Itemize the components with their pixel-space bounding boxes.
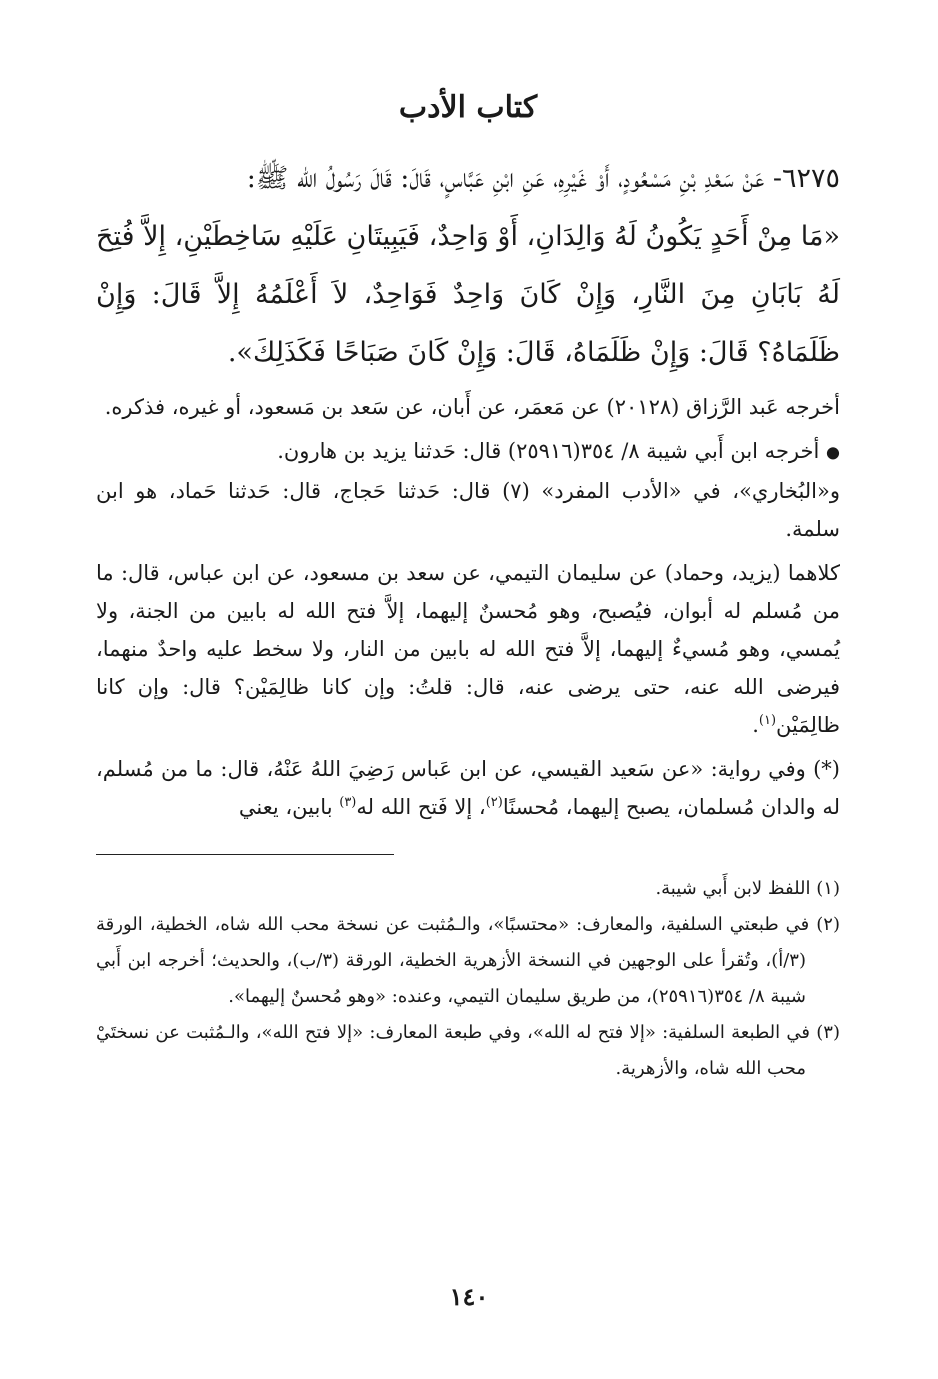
- takhrij-paragraph-4-text: كلاهما (يزيد، وحماد) عن سليمان التيمي، عن سعد بن مسعود، عن ابن عباس، قال: ما من مُسلم له أبوان، فيُصبح، وهو مُحسنٌ إليهما، إلاَّ فتح الله له بابين من الجنة، ولا يُمسي، وهو مُسيءٌ إليهما، إلاَّ فتح الله له بابين من النار، ولا سخط عليه واحدٌ منهما، فيرضى الله عنه، حتى يرضى عنه، قال: قلتُ: وإن كانا ظالِمَيْن؟ قال: وإن كانا ظالِمَيْن: [96, 560, 840, 737]
- bullet-icon: ●: [826, 442, 840, 462]
- riwaya-paragraph: [96, 750, 840, 826]
- page-content: [96, 88, 840, 1087]
- riwaya-text-a: (*) وفي رواية: «عن سَعيد القيسي، عن ابن عَباس رَضِيَ اللهُ عَنْهُ، قال: ما من مُسلم، له والدان مُسلمان، يصبح إليهما، مُحسنًا: [96, 756, 840, 819]
- takhrij-paragraph-2: [96, 432, 840, 472]
- footnote-ref-1: (١): [758, 712, 777, 728]
- takhrij-paragraph-2-text: أخرجه ابن أَبي شيبة ٨/ ٣٥٤(٢٥٩١٦) قال: حَدثنا يزيد بن هارون.: [277, 439, 820, 463]
- footnote-divider: [96, 854, 394, 855]
- page-number: ١٤٠: [449, 1282, 489, 1311]
- footnote-ref-2: (٢): [485, 794, 503, 810]
- footnote-ref-3: (٣): [339, 794, 357, 810]
- footnote-2: (٢) في طبعتي السلفية، والمعارف: «محتسبًا»، والـمُثبت عن نسخة محب الله شاه، الخطية، الورقة (٣/أ)، وتُقرأ على الوجهين في النسخة الأزهرية الخطية، الورقة (٣/ب)، والحديث؛ أخرجه ابن أَبي شيبة ٨/ ٣٥٤(٢٥٩١٦)، من طريق سليمان التيمي، وعنده: «وهو مُحسنٌ إليهما».: [96, 913, 840, 1007]
- paragraph-end: .: [752, 712, 759, 737]
- hadith-intro: ٦٢٧٥- عَنْ سَعْدِ بْنِ مَسْعُودٍ، أَوْ غَيْرِهِ، عَنِ ابْنِ عَبَّاسٍ، قَالَ: قَالَ رَسُولُ الله ﷺ:: [246, 163, 840, 194]
- footnote-1: (١) اللفظ لابن أَبي شيبة.: [655, 877, 840, 899]
- hadith-text: «مَا مِنْ أَحَدٍ يَكُونُ لَهُ وَالِدَانِ، أَوْ وَاحِدٌ، فَيَبِيتَانِ عَلَيْهِ سَاخِطَيْنِ، إِلاَّ فُتِحَ لَهُ بَابَانِ مِنَ النَّارِ، وَإِنْ كَانَ وَاحِدٌ فَوَاحِدٌ، لاَ أَعْلَمُهُ إِلاَّ قَالَ: وَإِنْ ظَلَمَاهُ؟ قَالَ: وَإِنْ ظَلَمَاهُ، قَالَ: وَإِنْ كَانَ صَبَاحًا فَكَذَلِكَ».: [96, 221, 840, 368]
- footnote-3: (٣) في الطبعة السلفية: «إلا فتح له الله»، وفي طبعة المعارف: «إلا فتح الله»، والـمُثبت عن نسختَيْ محب الله شاه، والأزهرية.: [96, 1021, 840, 1079]
- takhrij-paragraph-4: [96, 554, 840, 744]
- takhrij-paragraph-3: و«البُخاري»، في «الأدب المفرد» (٧) قال: حَدثنا حَجاج، قال: حَدثنا حَماد، هو ابن سلمة.: [96, 478, 841, 541]
- riwaya-text-c: بابين، يعني: [238, 794, 340, 819]
- riwaya-text-b: ، إلا فَتح الله له: [356, 794, 486, 819]
- takhrij-paragraph-1: أخرجه عَبد الرَّزاق (٢٠١٢٨) عن مَعمَر، عن أَبان، عن سَعد بن مَسعود، أو غيره، فذكره.: [104, 395, 840, 419]
- page-title: كتاب الأدب: [398, 90, 538, 125]
